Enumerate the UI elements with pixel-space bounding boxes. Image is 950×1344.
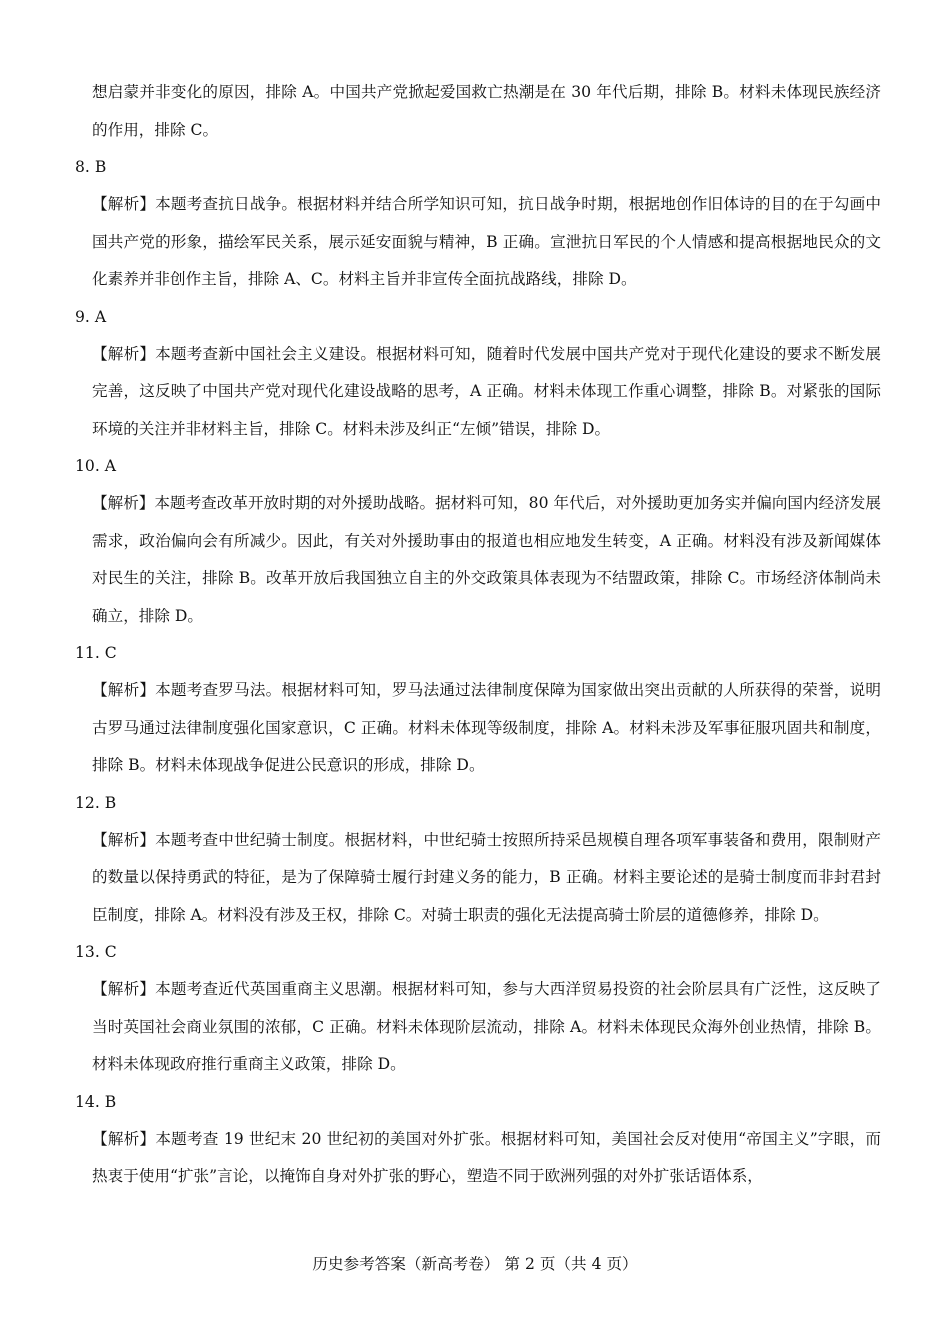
question-11-answer: 11. C [75,644,117,662]
page-footer: 历史参考答案（新高考卷） 第 2 页（共 4 页） [312,1255,638,1273]
question-10 [75,448,881,635]
question-9-analysis: 【解析】本题考查新中国社会主义建设。根据材料可知，随着时代发展中国共产党对于现代化建设的要求不断发展完善，这反映了中国共产党对现代化建设战略的思考，A 正确。材料未体现工作重心调整，排除 B。对紧张的国际环境的关注并非材料主旨，排除 C。材料未涉及纠正“左倾”错误，排除 D。 [92,344,881,438]
question-12-analysis: 【解析】本题考查中世纪骑士制度。根据材料，中世纪骑士按照所持采邑规模自理各项军事装备和费用，限制财产的数量以保持勇武的特征，是为了保障骑士履行封建义务的能力，B 正确。材料主要论述的是骑士制度而非封君封臣制度，排除 A。材料没有涉及王权，排除 C。对骑士职责的强化无法提高骑士阶层的道德修养，排除 D。 [92,830,881,924]
intro-continuation: 想启蒙并非变化的原因，排除 A。中国共产党掀起爱国救亡热潮是在 30 年代后期，排除 B。材料未体现民族经济的作用，排除 C。 [92,83,881,139]
question-13-analysis: 【解析】本题考查近代英国重商主义思潮。根据材料可知，参与大西洋贸易投资的社会阶层具有广泛性，这反映了当时英国社会商业氛围的浓郁，C 正确。材料未体现阶层流动，排除 A。材料未体现民众海外创业热情，排除 B。材料未体现政府推行重商主义政策，排除 D。 [92,980,881,1073]
question-10-analysis: 【解析】本题考查改革开放时期的对外援助战略。据材料可知，80 年代后，对外援助更加务实并偏向国内经济发展需求，政治偏向会有所减少。因此，有关对外援助事由的报道也相应地发生转变，A 正确。材料没有涉及新闻媒体对民生的关注，排除 B。改革开放后我国独立自主的外交政策具体表现为不结盟政策，排除 C。市场经济体制尚未确立，排除 D。 [92,494,881,625]
question-9-answer: 9. A [75,307,107,326]
question-9 [75,299,881,449]
question-13 [75,934,881,1084]
question-10-answer: 10. A [75,457,117,475]
question-14-analysis: 【解析】本题考查 19 世纪末 20 世纪初的美国对外扩张。根据材料可知，美国社会反对使用“帝国主义”字眼，而热衷于使用“扩张”言论，以掩饰自身对外扩张的野心，塑造不同于欧洲列强的对外扩张话语体系， [92,1129,881,1185]
question-8-answer: 8. B [75,158,107,176]
question-11 [75,635,881,785]
question-14-answer: 14. B [75,1092,117,1111]
answer-content [75,74,881,1196]
question-8 [75,149,881,299]
question-13-answer: 13. C [75,943,117,961]
question-14 [75,1084,881,1196]
question-12-answer: 12. B [75,793,117,812]
question-8-analysis: 【解析】本题考查抗日战争。根据材料并结合所学知识可知，抗日战争时期，根据地创作旧体诗的目的在于勾画中国共产党的形象，描绘军民关系，展示延安面貌与精神，B 正确。宣泄抗日军民的个人情感和提高根据地民众的文化素养并非创作主旨，排除 A、C。材料主旨并非宣传全面抗战路线，排除 D。 [92,195,881,288]
question-11-analysis: 【解析】本题考查罗马法。根据材料可知，罗马法通过法律制度保障为国家做出突出贡献的人所获得的荣誉，说明古罗马通过法律制度强化国家意识，C 正确。材料未体现等级制度，排除 A。材料未涉及军事征服巩固共和制度，排除 B。材料未体现战争促进公民意识的形成，排除 D。 [92,681,881,774]
question-12 [75,785,881,935]
